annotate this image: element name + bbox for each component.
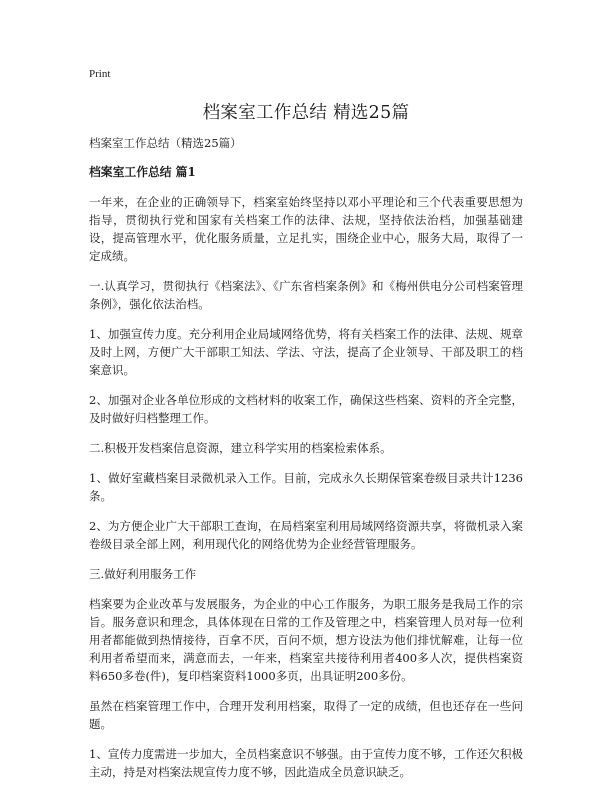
paragraph-problems: 虽然在档案管理工作中，合理开发利用档案，取得了一定的成绩，但也还存在一些问题。	[89, 699, 523, 731]
paragraph-point-3: 三.做好利用服务工作	[89, 567, 197, 581]
paragraph-problem-1: 1、宣传力度需进一步加大，全员档案意识不够强。由于宣传力度不够，工作还欠积极主动，持是对档案法规宣传力度不够，因此造成全员意识缺乏。	[89, 747, 523, 779]
paragraph-2-1: 1、做好室藏档案目录微机录入工作。目前，完成永久长期保管案卷级目录共计1236条。	[89, 471, 523, 503]
paragraph-1-2: 2、加强对企业各单位形成的文档材料的收案工作，确保这些档案、资料的齐全完整，及时做好归档整理工作。	[89, 393, 523, 425]
paragraph-point-1: 一.认真学习，贯彻执行《档案法》、《广东省档案条例》和《梅州供电分公司档案管理条例》，强化依法治档。	[89, 279, 523, 311]
print-link[interactable]: Print	[89, 68, 111, 80]
document-title: 档案室工作总结 精选25篇	[202, 103, 410, 123]
paragraph-3-body: 档案要为企业改革与发展服务，为企业的中心工作服务，为职工服务是我局工作的宗旨。服务意识和理念，具体体现在日常的工作及管理之中，档案管理人员对每一位利用者都能做到热情接待，百拿不厌，百问不烦，想方设法为他们排忧解难，让每一位利用者希望而来，满意而去，一年来，档案室共接待利用者400多人次，提供档案资料650多卷(件)，复印档案资料1000多页，出具证明200多份。	[89, 597, 523, 683]
paragraph-1-1: 1、加强宣传力度。充分利用企业局域网络优势，将有关档案工作的法律、法规、规章及时上网，方便广大干部职工知法、学法、守法，提高了企业领导、干部及职工的档案意识。	[89, 327, 523, 377]
section-heading: 档案室工作总结 篇1	[89, 165, 196, 179]
document-subtitle: 档案室工作总结（精选25篇）	[89, 136, 242, 150]
document-page	[89, 66, 523, 793]
paragraph-point-2: 二.积极开发档案信息资源，建立科学实用的档案检索体系。	[89, 441, 392, 455]
paragraph-intro: 一年来，在企业的正确领导下，档案室始终坚持以邓小平理论和三个代表重要思想为指导，贯彻执行党和国家有关档案工作的法律、法规，坚持依法治档，加强基础建设，提高管理水平，优化服务质量，立足扎实，围绕企业中心，服务大局，取得了一定成绩。	[89, 195, 523, 263]
paragraph-2-2: 2、为方便企业广大干部职工查询，在局档案室利用局域网络资源共享，将微机录入案卷级目录全部上网，利用现代化的网络优势为企业经营管理服务。	[89, 519, 523, 551]
